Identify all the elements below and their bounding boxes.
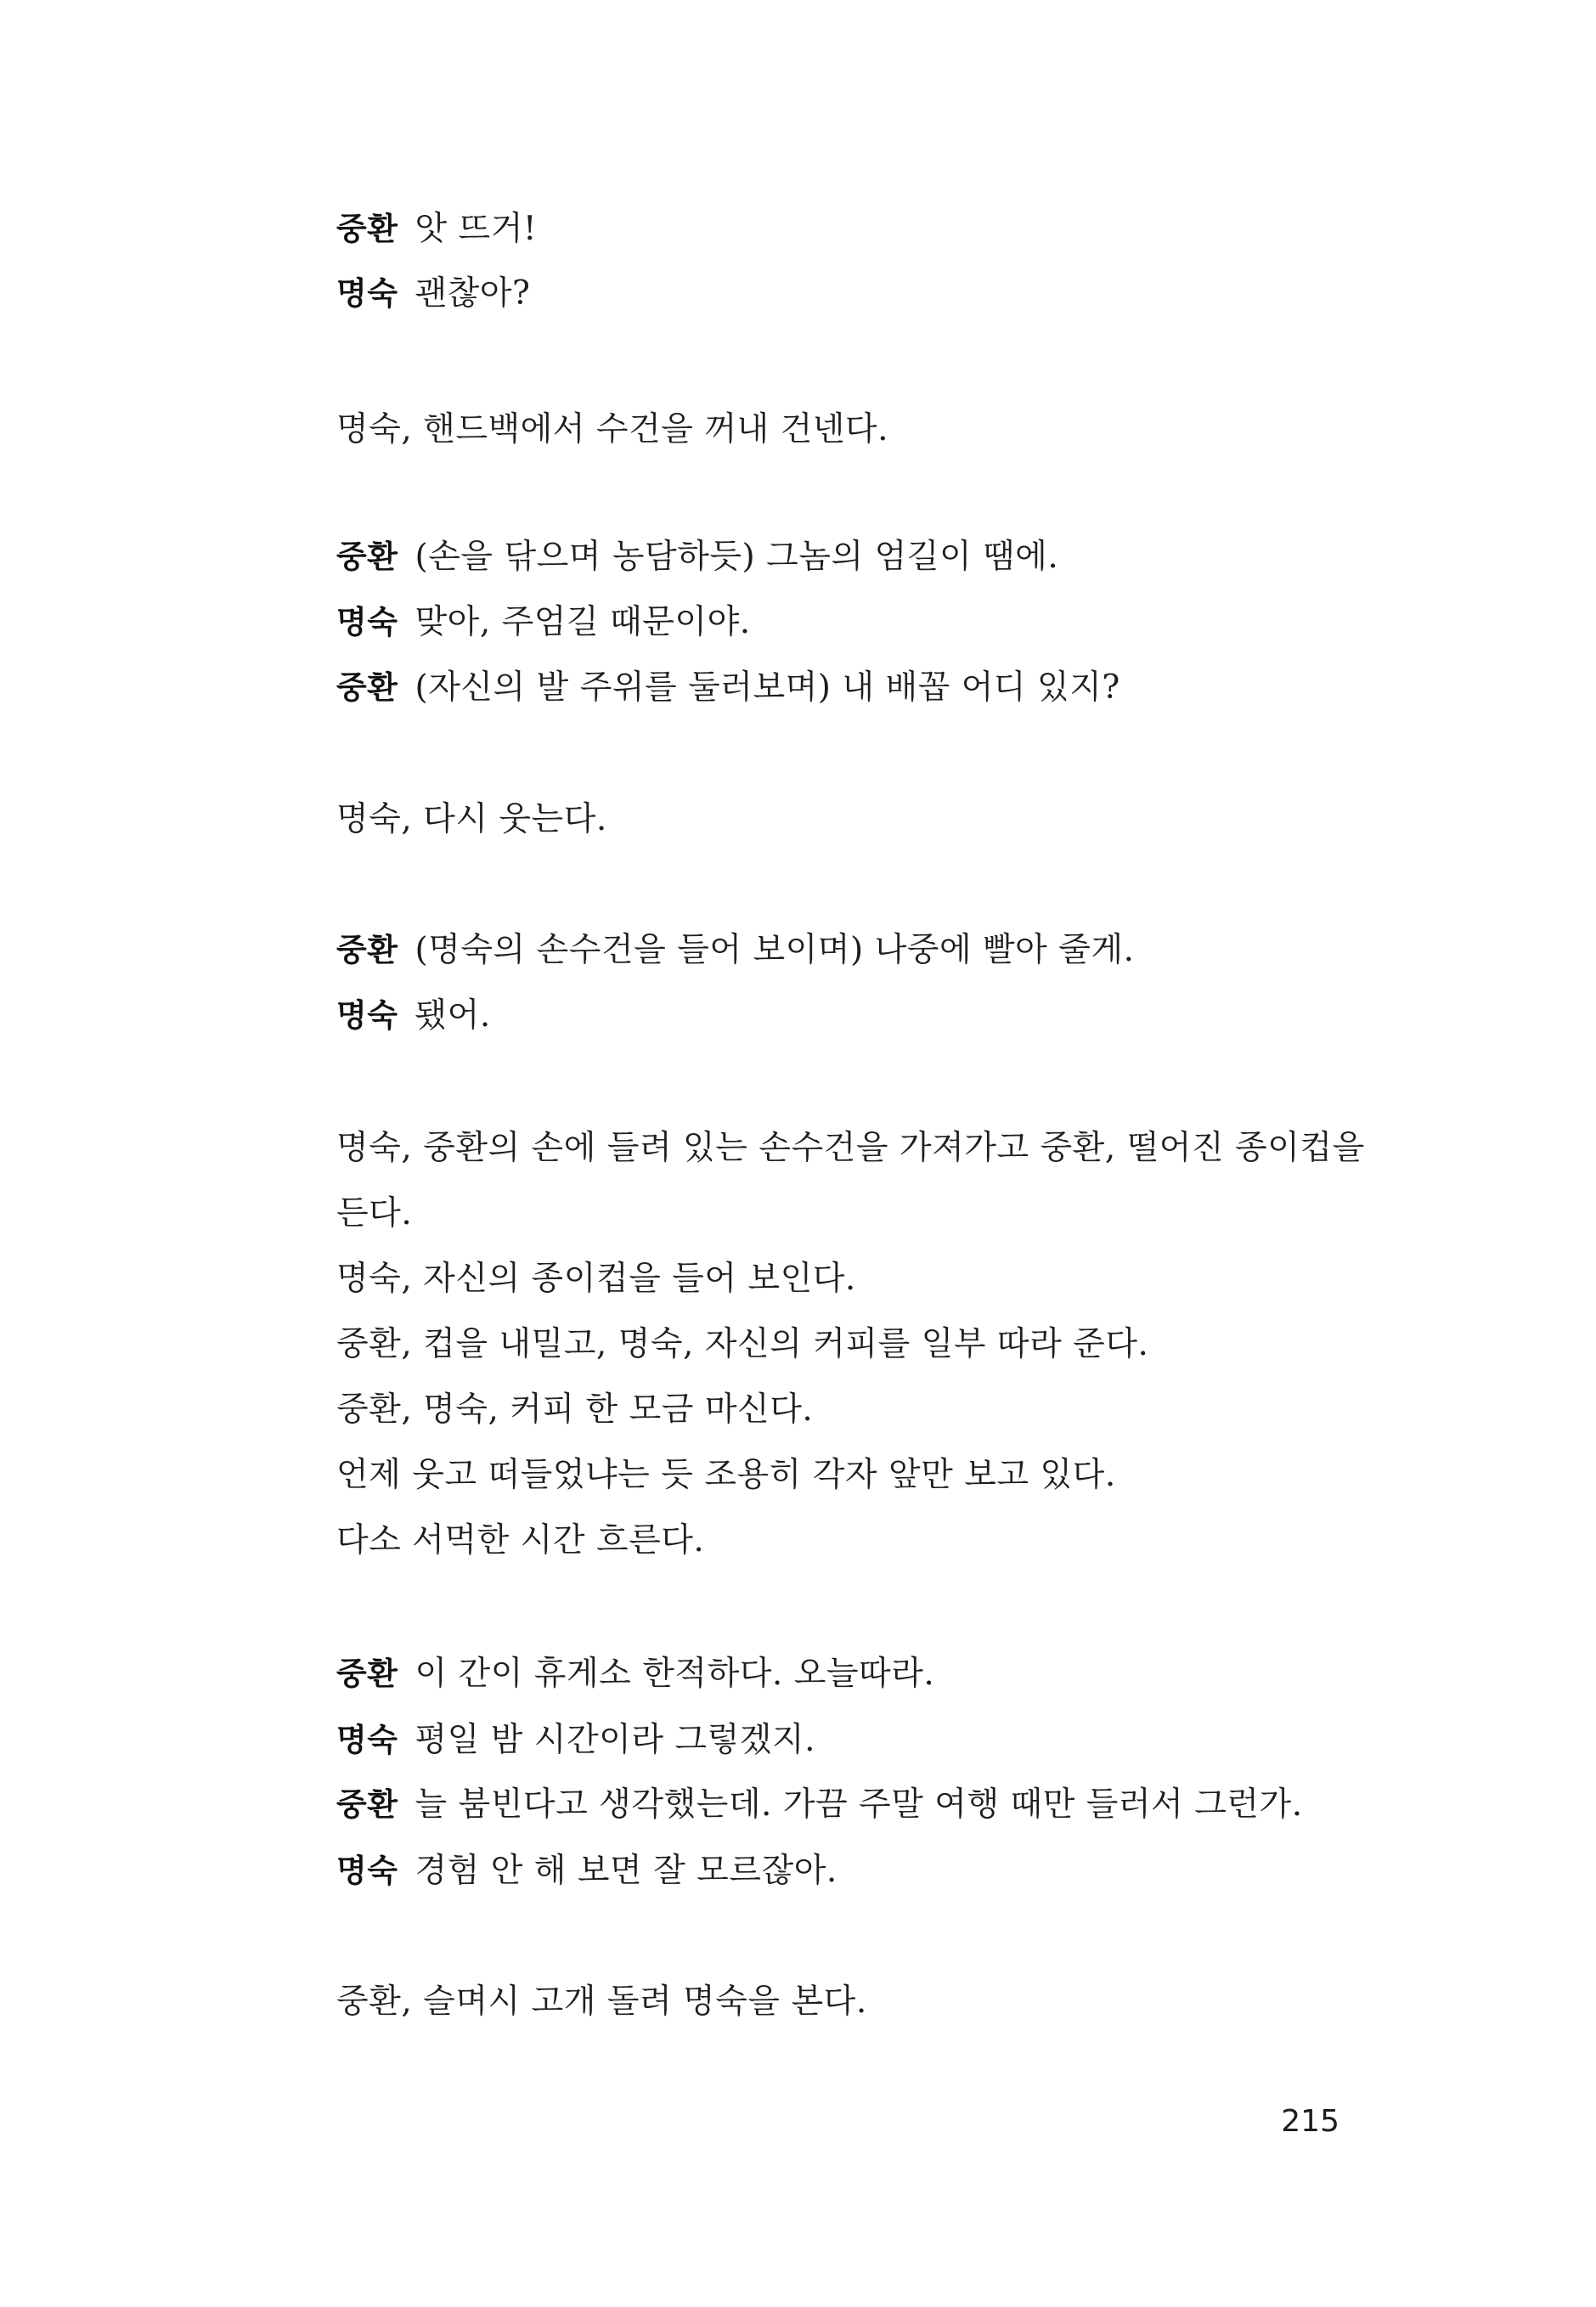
dialogue-line — [336, 992, 1356, 1040]
page-number: 215 — [1281, 2104, 1339, 2139]
dialogue-text: 됐어. — [415, 996, 491, 1035]
speaker-name: 명숙 — [336, 1853, 398, 1889]
stage-direction: 명숙, 중환의 손에 들려 있는 손수건을 가져가고 중환, 떨어진 종이컵을 — [336, 1129, 1365, 1167]
dialogue-text: 괜찮아? — [415, 274, 531, 313]
stage-direction: 든다. — [336, 1194, 413, 1232]
dialogue-text: 맞아, 주엄길 때문이야. — [415, 603, 751, 641]
speaker-name: 중환 — [336, 539, 398, 575]
speaker-name: 중환 — [336, 932, 398, 968]
dialogue-line — [336, 927, 1356, 974]
speaker-name: 중환 — [336, 211, 398, 247]
speaker-name: 명숙 — [336, 997, 398, 1034]
dialogue-line — [336, 664, 1356, 712]
dialogue-text: (자신의 발 주위를 둘러보며) 내 배꼽 어디 있지? — [415, 668, 1120, 707]
dialogue-line — [336, 270, 1356, 318]
dialogue-text: 늘 붐빈다고 생각했는데. 가끔 주말 여행 때만 들러서 그런가. — [415, 1785, 1303, 1824]
stage-direction: 중환, 명숙, 커피 한 모금 마신다. — [336, 1390, 814, 1429]
dialogue-text: 이 간이 휴게소 한적하다. 오늘따라. — [415, 1655, 935, 1693]
stage-direction: 명숙, 다시 웃는다. — [336, 800, 607, 838]
dialogue-line — [336, 1781, 1356, 1829]
dialogue-line — [336, 599, 1356, 646]
dialogue-text: 경험 안 해 보면 잘 모르잖아. — [415, 1852, 837, 1890]
speaker-name: 중환 — [336, 1786, 398, 1823]
dialogue-text: 평일 밤 시간이라 그렇겠지. — [415, 1721, 815, 1759]
dialogue-text: 앗 뜨거! — [415, 210, 538, 248]
speaker-name: 중환 — [336, 669, 398, 706]
dialogue-line — [336, 206, 1356, 253]
stage-direction: 중환, 슬며시 고개 돌려 명숙을 본다. — [336, 1983, 867, 2021]
dialogue-line — [336, 1847, 1356, 1895]
dialogue-line — [336, 533, 1356, 581]
speaker-name: 중환 — [336, 1656, 398, 1692]
dialogue-line — [336, 1650, 1356, 1698]
stage-direction: 다소 서먹한 시간 흐른다. — [336, 1521, 705, 1560]
speaker-name: 명숙 — [336, 275, 398, 312]
stage-direction: 중환, 컵을 내밀고, 명숙, 자신의 커피를 일부 따라 준다. — [336, 1325, 1149, 1363]
dialogue-text: (명숙의 손수건을 들어 보이며) 나중에 빨아 줄게. — [415, 931, 1135, 969]
speaker-name: 명숙 — [336, 604, 398, 640]
speaker-name: 명숙 — [336, 1722, 398, 1758]
stage-direction: 언제 웃고 떠들었냐는 듯 조용히 각자 앞만 보고 있다. — [336, 1456, 1116, 1494]
dialogue-text: (손을 닦으며 농담하듯) 그놈의 엄길이 땜에. — [415, 538, 1059, 576]
stage-direction: 명숙, 자신의 종이컵을 들어 보인다. — [336, 1260, 856, 1298]
stage-direction: 명숙, 핸드백에서 수건을 꺼내 건넨다. — [336, 410, 888, 448]
dialogue-line — [336, 1717, 1356, 1764]
